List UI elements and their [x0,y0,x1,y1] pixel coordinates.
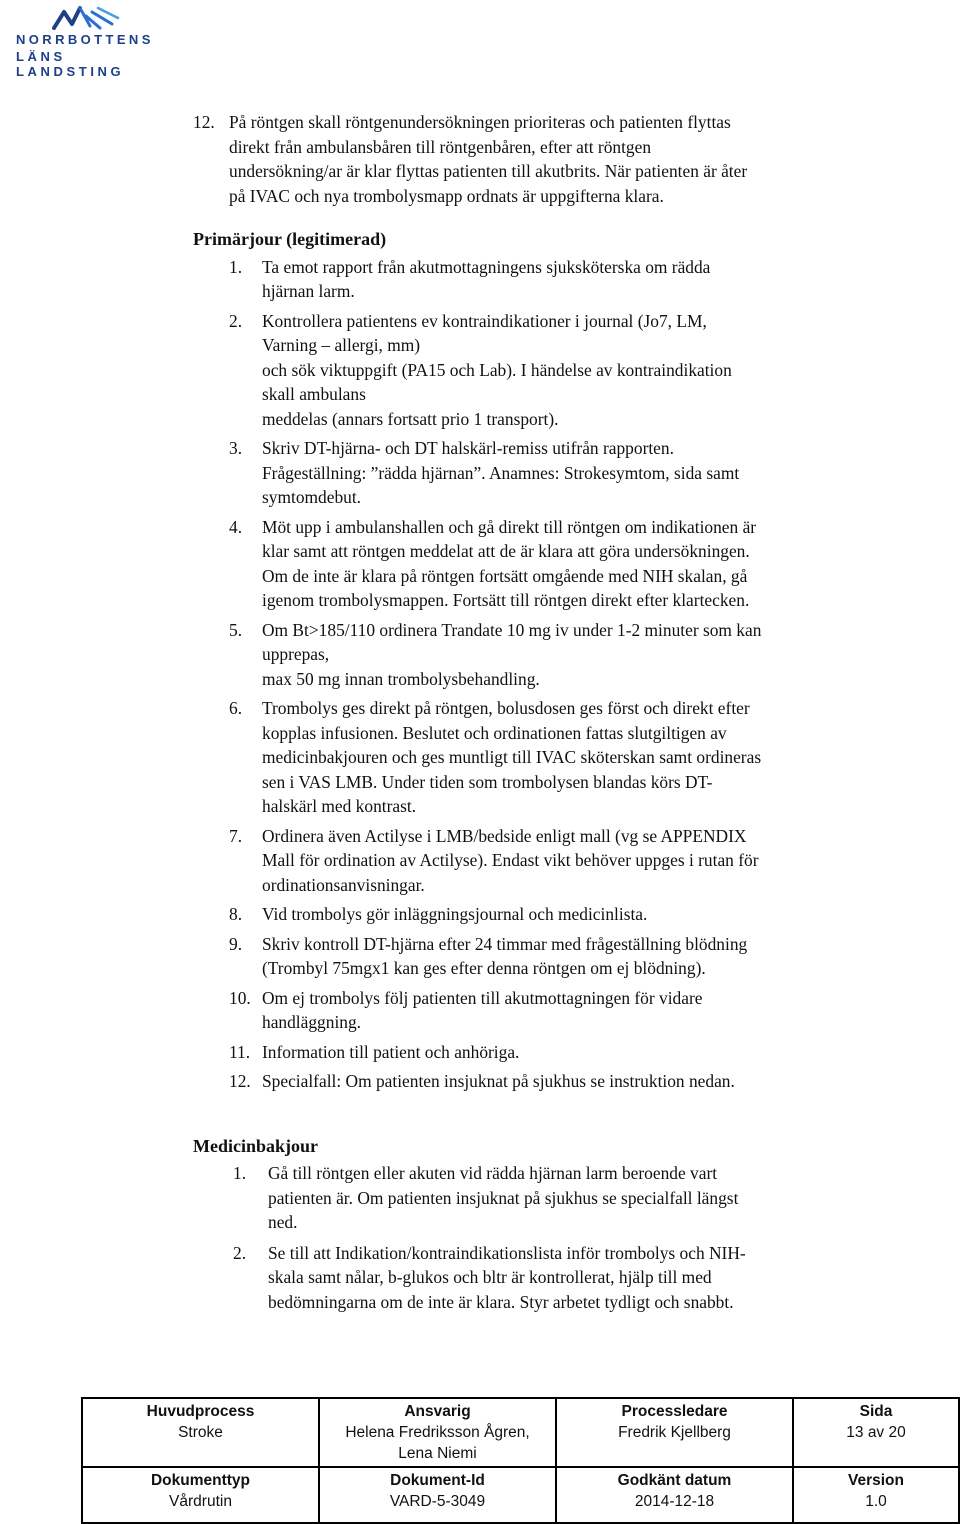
primarjour-list [229,255,893,1094]
item-number: 12. [229,1071,251,1091]
footer-label: Huvudprocess [146,1403,255,1420]
item-text [262,986,893,1035]
footer-cell-processledare [556,1398,793,1467]
footer-cell-dokumenttyp [82,1467,319,1523]
text-line: skall ambulans [262,384,366,404]
text-line: Gå till röntgen eller akuten vid rädda hjärnan larm beroende vart [268,1163,718,1183]
text-line: (Trombyl 75mgx1 kan ges efter denna röntgen om ej blödning). [262,958,706,978]
text-line: Trombolys ges direkt på röntgen, bolusdosen ges först och direkt efter [262,698,750,718]
item-number: 2. [229,310,243,331]
text-line: Skriv DT-hjärna- och DT halskärl-remiss utifrån rapporten. [262,438,674,458]
item-number: 12. [193,112,215,132]
text-line: Ordinera även Actilyse i LMB/bedside enligt mall (vg se APPENDIX [262,825,747,846]
footer-cell-huvudprocess [82,1398,319,1467]
footer-value: 1.0 [865,1493,887,1510]
item-number: 6. [229,698,243,718]
item-text [262,902,893,927]
list-item [229,696,893,819]
list-item [229,986,893,1035]
item-number: 1. [229,256,243,277]
item-text [229,110,893,208]
text-line: max 50 mg innan trombolysbehandling. [262,668,540,689]
medicinbakjour-heading: Medicinbakjour [193,1135,319,1156]
item-number: 11. [229,1041,251,1062]
item-text [262,1040,893,1065]
text-line: klar samt att röntgen meddelat att de är klara att göra undersökningen. [262,541,750,561]
footer-value: Fredrik Kjellberg [618,1424,731,1441]
text-line: meddelas (annars fortsatt prio 1 transport). [262,408,559,429]
text-line: Om de inte är klara på röntgen fortsätt omgående med NIH skalan, gå [262,565,748,586]
text-line: direkt från ambulansbåren till röntgenbåren, efter att röntgen [229,136,652,157]
text-line: Möt upp i ambulanshallen och gå direkt till röntgen om indikationen är [262,516,757,537]
text-line: skala samt nålar, b-glukos och bltr är kontrollerat, hjälp till med [268,1267,712,1287]
item-number: 10. [229,987,251,1008]
text-line: Frågeställning: ”rädda hjärnan”. Anamnes: Strokesymtom, sida samt [262,462,740,483]
footer-label: Sida [859,1403,893,1420]
list-item [229,255,893,304]
text-line: Om Bt>185/110 ordinera Trandate 10 mg iv under 1-2 minuter som kan [262,619,762,640]
text-line: kopplas infusionen. Beslutet och ordinationen fattas slutgiltigen av [262,722,727,743]
footer-value: Vårdrutin [169,1493,232,1510]
footer-label: Dokumenttyp [150,1472,251,1489]
text-line: sen i VAS LMB. Under tiden som trombolysen blandas körs DT- [262,771,713,792]
text-line: handläggning. [262,1012,362,1032]
item-text [262,255,893,304]
footer-label: Godkänt datum [617,1472,732,1489]
list-item [229,1040,893,1065]
footer-value: VARD-5-3049 [389,1493,486,1510]
footer-value: 2014-12-18 [634,1493,715,1510]
item-text [262,1069,893,1094]
item-number: 9. [229,933,243,954]
text-line: Ta emot rapport från akutmottagningens sjuksköterska om rädda [262,256,711,277]
text-line: Om ej trombolys följ patienten till akutmottagningen för vidare [262,987,703,1008]
text-line: Mall för ordination av Actilyse). Endast vikt behöver uppges i rutan för [262,850,759,870]
text-line: medicinbakjouren och ges muntligt till IVAC sköterskan samt ordineras [262,747,762,767]
list-item [229,309,893,432]
list-item [229,515,893,613]
text-line: Varning – allergi, mm) [262,335,421,355]
footer-cell-dokumentid [319,1467,556,1523]
text-line: undersökning/ar är klar flyttas patienten till akutbrits. När patienten är åter [229,161,748,181]
item-number: 4. [229,516,243,537]
medicinbakjour-list [233,1161,893,1314]
footer-label: Ansvarig [404,1403,471,1420]
list-item [229,1069,893,1094]
list-item [233,1241,893,1315]
item-text [262,309,893,432]
logo-line-2: LÄNS LANDSTING [16,49,125,79]
footer-value: Lena Niemi [398,1445,477,1462]
item-text [262,932,893,981]
text-line: Kontrollera patientens ev kontraindikationer i journal (Jo7, LM, [262,310,707,331]
intro-item [193,110,893,208]
primarjour-heading: Primärjour (legitimerad) [193,229,387,249]
logo-line-1: NORRBOTTENS [16,32,154,47]
text-line: ordinationsanvisningar. [262,874,425,895]
item-number: 5. [229,619,243,640]
text-line: ned. [268,1212,298,1232]
item-number: 7. [229,825,243,846]
list-item [229,618,893,692]
footer-value: Helena Fredriksson Ågren, [345,1424,530,1441]
footer-cell-version [793,1467,959,1523]
text-line: upprepas, [262,644,330,664]
list-item [229,824,893,898]
text-line: och sök viktuppgift (PA15 och Lab). I händelse av kontraindikation [262,359,732,380]
text-line: Vid trombolys gör inläggningsjournal och medicinlista. [262,904,648,924]
text-line: patienten är. Om patienten insjuknat på sjukhus se specialfall längst [268,1187,739,1208]
text-line: igenom trombolysmappen. Fortsätt till röntgen direkt efter klartecken. [262,590,750,610]
text-line: hjärnan larm. [262,281,355,301]
footer-label: Processledare [621,1403,728,1420]
document-footer-table [81,1397,960,1524]
footer-cell-godkant-datum [556,1467,793,1523]
footer-cell-ansvarig [319,1398,556,1467]
text-line: bedömningarna om de inte är klara. Styr arbetet tydligt och snabbt. [268,1291,734,1312]
text-line: Specialfall: Om patienten insjuknat på sjukhus se instruktion nedan. [262,1071,735,1091]
footer-label: Version [848,1472,904,1489]
norrbotten-logo-icon [50,4,122,30]
item-text [268,1241,893,1315]
text-line: på IVAC och nya trombolysmapp ordnats är uppgifterna klara. [229,185,664,206]
item-text [262,618,893,692]
list-item [233,1161,893,1235]
text-line: Se till att Indikation/kontraindikationslista inför trombolys och NIH- [268,1242,746,1263]
footer-label: Dokument-Id [390,1472,485,1489]
item-text [262,436,893,510]
text-line: symtomdebut. [262,487,362,507]
item-number: 2. [233,1242,247,1263]
organization-logo [16,4,166,79]
footer-value: Stroke [178,1424,223,1441]
item-text [262,696,893,819]
document-body [193,110,893,1320]
list-item [229,932,893,981]
footer-cell-sida [793,1398,959,1467]
item-number: 3. [229,438,243,458]
item-text [262,515,893,613]
list-item [229,436,893,510]
text-line: Information till patient och anhöriga. [262,1041,520,1062]
item-number: 8. [229,904,243,924]
text-line: halskärl med kontrast. [262,796,417,816]
item-text [262,824,893,898]
item-number: 1. [233,1163,247,1183]
list-item [229,902,893,927]
text-line: Skriv kontroll DT-hjärna efter 24 timmar med frågeställning blödning [262,933,748,954]
text-line: På röntgen skall röntgenundersökningen prioriteras och patienten flyttas [229,112,731,132]
footer-value: 13 av 20 [846,1424,906,1441]
item-text [268,1161,893,1235]
